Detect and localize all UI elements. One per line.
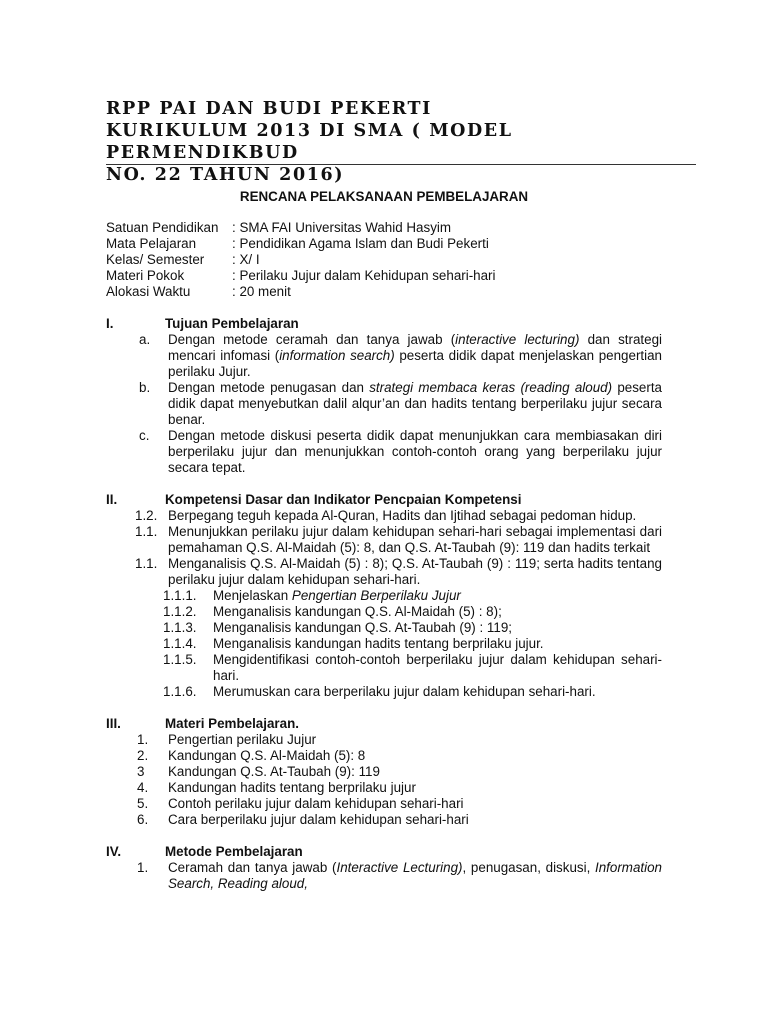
section-tujuan [106, 316, 662, 476]
indicator-item: 1.1.5. Mengidentifikasi contoh-contoh berperilaku jujur dalam kehidupan sehari-hari. [163, 652, 662, 683]
list-item: 1.1. Menganalisis Q.S. Al-Maidah (5) : 8); Q.S. At-Taubah (9) : 119; serta hadits tentang perilaku jujur dalam kehidupan sehari-hari. [135, 556, 662, 587]
list-item: 4. Kandungan hadits tentang berprilaku jujur [137, 780, 416, 795]
info-key: Satuan Pendidikan [106, 220, 219, 235]
indicator-item: 1.1.2. Menganalisis kandungan Q.S. Al-Maidah (5) : 8); [163, 604, 502, 619]
info-value: : X/ I [232, 252, 260, 267]
indicator-item: 1.1.3. Menganalisis kandungan Q.S. At-Taubah (9) : 119; [163, 620, 512, 635]
section-header: III. Materi Pembelajaran. [106, 716, 299, 731]
list-item: c. Dengan metode diskusi peserta didik dapat menunjukkan cara membiasakan diri berperilaku jujur dan menunjukkan contoh-contoh orang yang berperilaku jujur secara tepat. [139, 428, 662, 475]
info-value: : Pendidikan Agama Islam dan Budi Pekerti [232, 236, 489, 251]
list-item: 1.2. Berpegang teguh kepada Al-Quran, Hadits dan Ijtihad sebagai pedoman hidup. [135, 508, 637, 523]
info-key: Kelas/ Semester [106, 252, 205, 267]
list-item: 1.1. Menunjukkan perilaku jujur dalam kehidupan sehari-hari sebagai implementasi dari pemahaman Q.S. Al-Maidah (5): 8, dan Q.S. At-Taubah (9): 119 dan hadits terkait [135, 524, 662, 555]
info-row [106, 268, 666, 284]
list-item: b. Dengan metode penugasan dan strategi membaca keras (reading aloud) peserta didik dapat menyebutkan dalil alqur’an dan hadits tentang berperilaku jujur secara benar. [139, 380, 663, 427]
identity-table [106, 220, 666, 300]
section-title: Tujuan Pembelajaran [165, 316, 299, 331]
info-row [106, 220, 666, 236]
list-item: 3 Kandungan Q.S. At-Taubah (9): 119 [137, 764, 380, 779]
list-item: 1. Pengertian perilaku Jujur [137, 732, 317, 747]
indicator-item: 1.1.4. Menganalisis kandungan hadits tentang berprilaku jujur. [163, 636, 544, 651]
section-header: IV. Metode Pembelajaran [106, 844, 303, 859]
list-item: 6. Cara berperilaku jujur dalam kehidupan sehari-hari [137, 812, 469, 827]
section-kompetensi [106, 492, 662, 700]
info-key: Alokasi Waktu [106, 284, 191, 299]
list-item: a. Dengan metode ceramah dan tanya jawab (interactive lecturing) dan strategi mencari infomasi (information search) peserta didik dapat menjelaskan pengertian perilaku Jujur. [139, 332, 662, 379]
document-title [106, 98, 696, 186]
section-header: II. Kompetensi Dasar dan Indikator Pencpaian Kompetensi [106, 492, 522, 507]
indicator-item: 1.1.6. Merumuskan cara berperilaku jujur dalam kehidupan sehari-hari. [163, 684, 596, 699]
section-title: Metode Pembelajaran [165, 844, 303, 859]
title-line-2: KURIKULUM 2013 DI SMA ( MODEL PERMENDIKBUD [106, 121, 513, 163]
title-line-1: RPP PAI DAN BUDI PEKERTI [106, 99, 432, 119]
list-item: 5. Contoh perilaku jujur dalam kehidupan sehari-hari [137, 796, 464, 811]
section-title: Materi Pembelajaran. [165, 716, 299, 731]
info-key: Mata Pelajaran [106, 236, 197, 251]
section-heading: RENCANA PELAKSANAAN PEMBELAJARAN [239, 189, 529, 204]
info-row [106, 236, 666, 252]
info-value: : SMA FAI Universitas Wahid Hasyim [232, 220, 452, 235]
list-item: 2. Kandungan Q.S. Al-Maidah (5): 8 [137, 748, 366, 763]
section-title: Kompetensi Dasar dan Indikator Pencpaian Kompetensi [165, 492, 522, 507]
info-value: : Perilaku Jujur dalam Kehidupan sehari-hari [232, 268, 496, 283]
section-materi [106, 716, 662, 828]
indicator-item: 1.1.1. Menjelaskan Pengertian Berperilaku Jujur [163, 588, 461, 603]
section-header: I. Tujuan Pembelajaran [106, 316, 299, 331]
info-row [106, 284, 666, 300]
title-line-3: NO. 22 TAHUN 2016) [106, 165, 345, 185]
title-divider [106, 164, 696, 165]
info-row [106, 252, 666, 268]
document-body [106, 316, 662, 908]
info-key: Materi Pokok [106, 268, 185, 283]
list-item: 1. Ceramah dan tanya jawab (Interactive Lecturing), penugasan, diskusi, Information Search, Reading aloud, [137, 860, 662, 891]
section-metode [106, 844, 662, 892]
info-value: : 20 menit [232, 284, 291, 299]
